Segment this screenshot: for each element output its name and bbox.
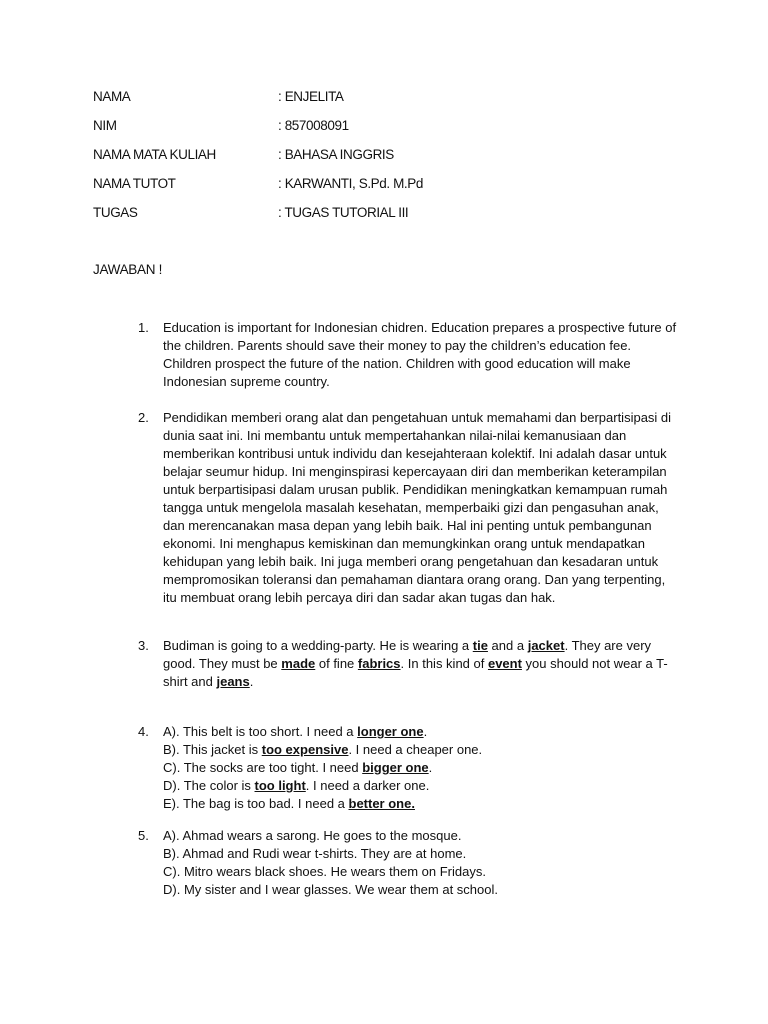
answer-line: [163, 777, 678, 795]
text-segment: C). The socks are too tight. I need: [163, 760, 363, 775]
answer-line: C). Mitro wears black shoes. He wears them on Fridays.: [163, 864, 486, 879]
underlined-word: jeans: [216, 674, 250, 689]
answer-line: [163, 741, 678, 759]
answer-line: [163, 795, 678, 813]
student-info: [93, 88, 653, 233]
info-row-mata-kuliah: [93, 146, 653, 175]
text-segment: .: [428, 760, 433, 775]
text-segment: E). The bag is too bad. I need a: [163, 796, 349, 811]
answer-item-4: [138, 723, 678, 813]
answer-line: A). Ahmad wears a sarong. He goes to the mosque.: [163, 828, 462, 843]
text-segment: B). This jacket is: [163, 742, 262, 757]
info-row-nama: [93, 88, 653, 117]
answer-number: 3.: [138, 638, 149, 653]
underlined-word: longer one: [357, 724, 424, 739]
info-value: : TUGAS TUTORIAL III: [278, 205, 409, 220]
jawaban-heading: JAWABAN !: [93, 262, 163, 277]
answer-number: 4.: [138, 724, 149, 739]
answer-line: [163, 723, 678, 741]
underlined-word: too expensive: [261, 742, 349, 757]
text-segment: . I need a darker one.: [305, 778, 430, 793]
underlined-word: better one.: [348, 796, 415, 811]
answer-item-5: [138, 827, 678, 899]
text-segment: . They are very good. They must be: [163, 638, 652, 671]
info-value: : KARWANTI, S.Pd. M.Pd: [278, 176, 423, 191]
answer-number: 2.: [138, 410, 149, 425]
text-segment: .: [249, 674, 254, 689]
underlined-word: event: [487, 656, 522, 671]
text-segment: . In this kind of: [400, 656, 488, 671]
underlined-word: too light: [254, 778, 306, 793]
underlined-word: tie: [472, 638, 488, 653]
answer-number: 5.: [138, 828, 149, 843]
text-segment: and a: [487, 638, 528, 653]
answer-line: D). My sister and I wear glasses. We wear them at school.: [163, 882, 498, 897]
answer-text: [163, 637, 678, 691]
answer-line: B). Ahmad and Rudi wear t-shirts. They are at home.: [163, 846, 467, 861]
answer-line: [163, 759, 678, 777]
info-value: : 857008091: [278, 118, 349, 133]
info-label: NAMA: [93, 89, 131, 104]
answer-number: 1.: [138, 320, 149, 335]
info-label: NAMA TUTOT: [93, 176, 176, 191]
answer-item-1: [138, 319, 678, 391]
underlined-word: jacket: [527, 638, 565, 653]
answer-text: Education is important for Indonesian chidren. Education prepares a prospective future of the children. Parents should save their money to pay the children’s education fee. Children prospect the future of the nation. Children with good education will make Indonesian supreme country.: [163, 320, 677, 389]
text-segment: A). This belt is too short. I need a: [163, 724, 358, 739]
text-segment: .: [423, 724, 428, 739]
info-row-tugas: [93, 204, 653, 233]
info-row-nim: [93, 117, 653, 146]
info-label: NIM: [93, 118, 117, 133]
underlined-word: fabrics: [357, 656, 401, 671]
info-label: TUGAS: [93, 205, 138, 220]
info-value: : BAHASA INGGRIS: [278, 147, 394, 162]
text-segment: D). The color is: [163, 778, 255, 793]
text-segment: of fine: [315, 656, 358, 671]
answer-text: Pendidikan memberi orang alat dan pengetahuan untuk memahami dan berpartisipasi di dunia saat ini. Ini membantu untuk mempertahankan nilai-nilai kemanusiaan dan memberikan kontribusi untuk individu dan kesejahteraan kolektif. Ini adalah dasar untuk belajar seumur hidup. Ini menginspirasi kepercayaan diri dan memberikan keterampilan untuk berpartisipasi dalam urusan publik. Pendidikan meningkatkan kemampuan rumah tangga untuk mengelola masalah kesehatan, memperbaiki gizi dan pengasuhan anak, dan merencanakan masa depan yang lebih baik. Hal ini penting untuk pembangunan ekonomi. Ini menghapus kemiskinan dan memungkinkan orang untuk mendapatkan kehidupan yang lebih baik. Ini juga memberi orang pengetahuan dan kesadaran untuk mempromosikan toleransi dan pemahaman diantara orang orang. Dan yang terpenting, itu membuat orang lebih percaya diri dan sadar akan tugas dan hak.: [163, 410, 672, 605]
info-label: NAMA MATA KULIAH: [93, 147, 216, 162]
info-row-tutor: [93, 175, 653, 204]
answer-item-2: [138, 409, 678, 607]
text-segment: . I need a cheaper one.: [348, 742, 483, 757]
text-segment: you should not wear a T-shirt and: [163, 656, 668, 689]
underlined-word: bigger one: [362, 760, 429, 775]
answer-list: [138, 319, 678, 899]
info-value: : ENJELITA: [278, 89, 344, 104]
answer-item-3: [138, 637, 678, 691]
underlined-word: made: [281, 656, 316, 671]
text-segment: Budiman is going to a wedding-party. He is wearing a: [163, 638, 473, 653]
